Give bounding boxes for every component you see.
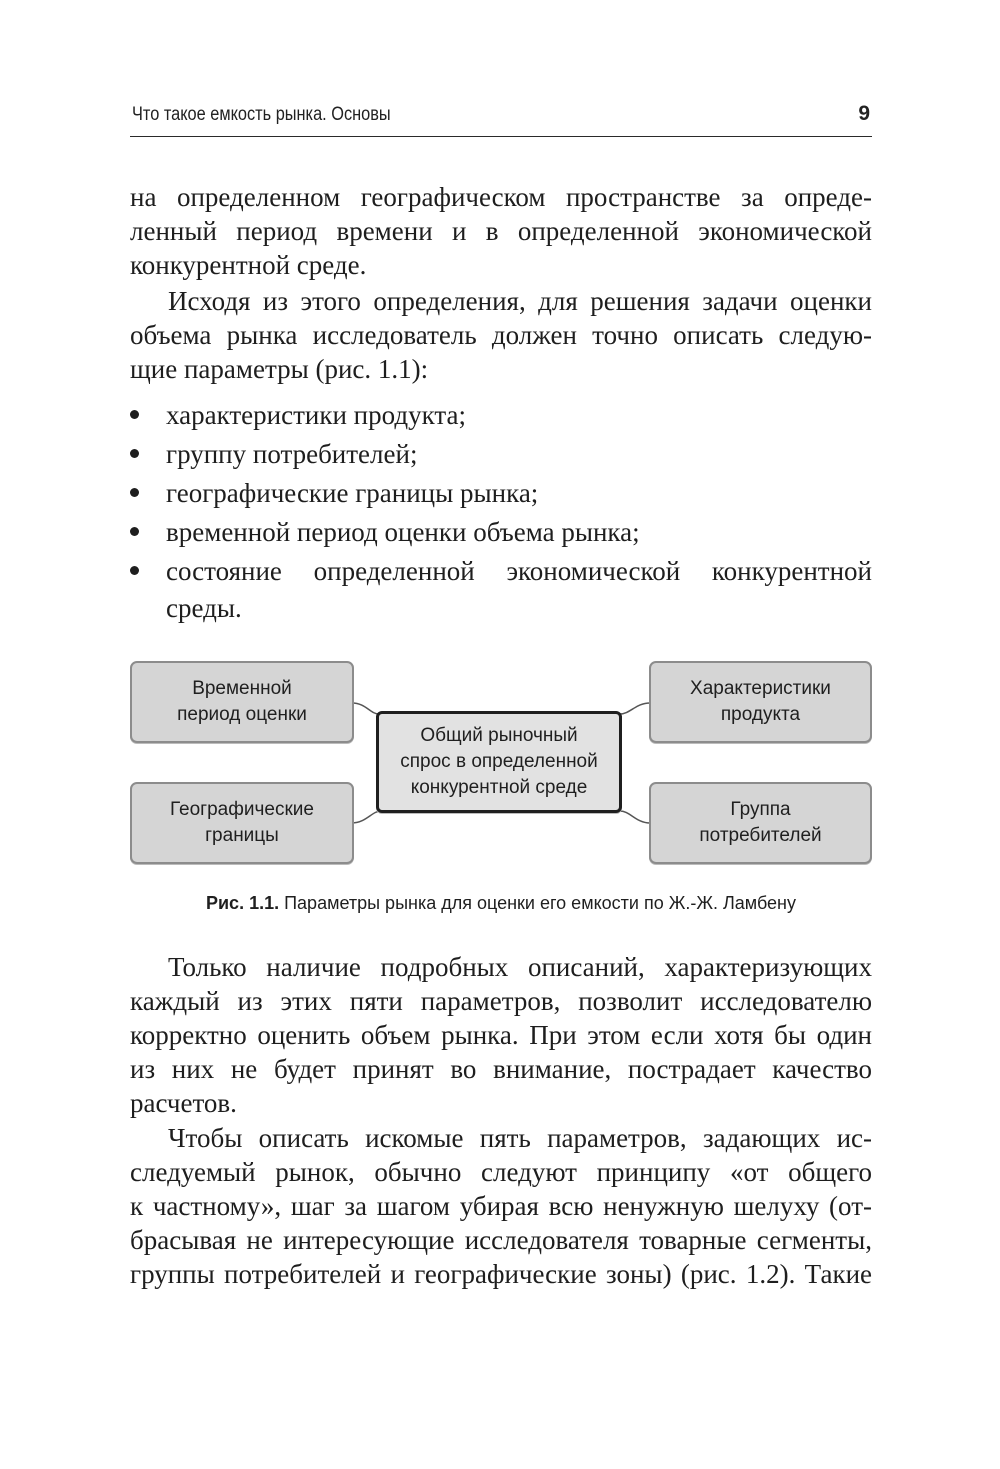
paragraph-line: на определенном географическом пространстве за опреде- (130, 182, 872, 212)
paragraph-1 (130, 180, 872, 282)
node-label: конкурентной среде (410, 777, 588, 798)
caption-text: Параметры рынка для оценки его емкости по Ж.-Ж. Ламбену (284, 893, 797, 913)
bullet-icon (130, 488, 139, 497)
paragraph-line: Исходя из этого определения, для решения задачи оценки (168, 286, 872, 316)
paragraph-4 (130, 1121, 872, 1291)
list-item-text: группу потребителей; (166, 439, 418, 469)
paragraph-line: конкурентной среде. (130, 250, 367, 280)
list-item-text: характеристики продукта; (166, 400, 466, 430)
paragraph-line: расчетов. (130, 1088, 237, 1118)
node-total-market-demand (376, 711, 622, 813)
list-item-text: состояние определенной экономической конкурентной (166, 556, 872, 586)
paragraph-line: каждый из этих пяти параметров, позволит исследователю (130, 986, 872, 1016)
paragraph-line: брасывая не интересующие исследователя товарные сегменты, (130, 1225, 872, 1255)
bullet-icon (130, 410, 139, 419)
node-label: Общий рыночный (420, 725, 578, 746)
list-item (130, 552, 872, 625)
node-product-characteristics (649, 661, 872, 743)
running-title: Что такое емкость рынка. Основы (132, 104, 391, 125)
node-label: спрос в определенной (400, 751, 598, 772)
paragraph-line: Чтобы описать искомые пять параметров, задающих ис- (168, 1123, 872, 1153)
paragraph-line: ленный период времени и в определенной экономической (130, 216, 872, 246)
node-time-period (130, 661, 354, 743)
node-label: Географические (170, 799, 314, 820)
node-geographic-borders (130, 782, 354, 864)
list-item (130, 435, 872, 474)
list-item (130, 513, 872, 552)
paragraph-line: объема рынка исследователь должен точно описать следую- (130, 320, 872, 350)
paragraph-line: корректно оценить объем рынка. При этом если хотя бы один (130, 1020, 872, 1050)
list-item-text: временной период оценки объема рынка; (166, 517, 640, 547)
list-item-text: среды. (166, 593, 242, 623)
paragraph-line: Только наличие подробных описаний, характеризующих (168, 952, 872, 982)
running-head (130, 100, 872, 137)
node-label: Группа (730, 799, 791, 820)
node-consumer-group (649, 782, 872, 864)
paragraph-line: щие параметры (рис. 1.1): (130, 354, 429, 384)
node-label: границы (205, 825, 279, 846)
bullet-icon (130, 449, 139, 458)
bullet-list (130, 396, 872, 625)
bullet-icon (130, 527, 139, 536)
page-number: 9 (858, 102, 870, 125)
paragraph-line: из них не будет принят во внимание, пострадает качество (130, 1054, 872, 1084)
node-label: Характеристики (690, 678, 831, 699)
node-label: период оценки (177, 704, 307, 725)
figure-1-1 (130, 658, 872, 868)
paragraph-3 (130, 950, 872, 1120)
list-item-text: географические границы рынка; (166, 478, 539, 508)
paragraph-line: группы потребителей и географические зоны) (рис. 1.2). Такие (130, 1259, 872, 1289)
list-item (130, 396, 872, 435)
node-label: Временной (192, 678, 292, 699)
caption-label: Рис. 1.1. (205, 893, 280, 913)
figure-caption (130, 893, 872, 914)
bullet-icon (130, 566, 139, 575)
node-label: потребителей (699, 825, 822, 846)
paragraph-line: следуемый рынок, обычно следуют принципу «от общего (130, 1157, 872, 1187)
list-item (130, 474, 872, 513)
node-label: продукта (720, 704, 801, 725)
paragraph-line: к частному», шаг за шагом убирая всю ненужную шелуху (от- (130, 1191, 872, 1221)
paragraph-2 (130, 284, 872, 386)
